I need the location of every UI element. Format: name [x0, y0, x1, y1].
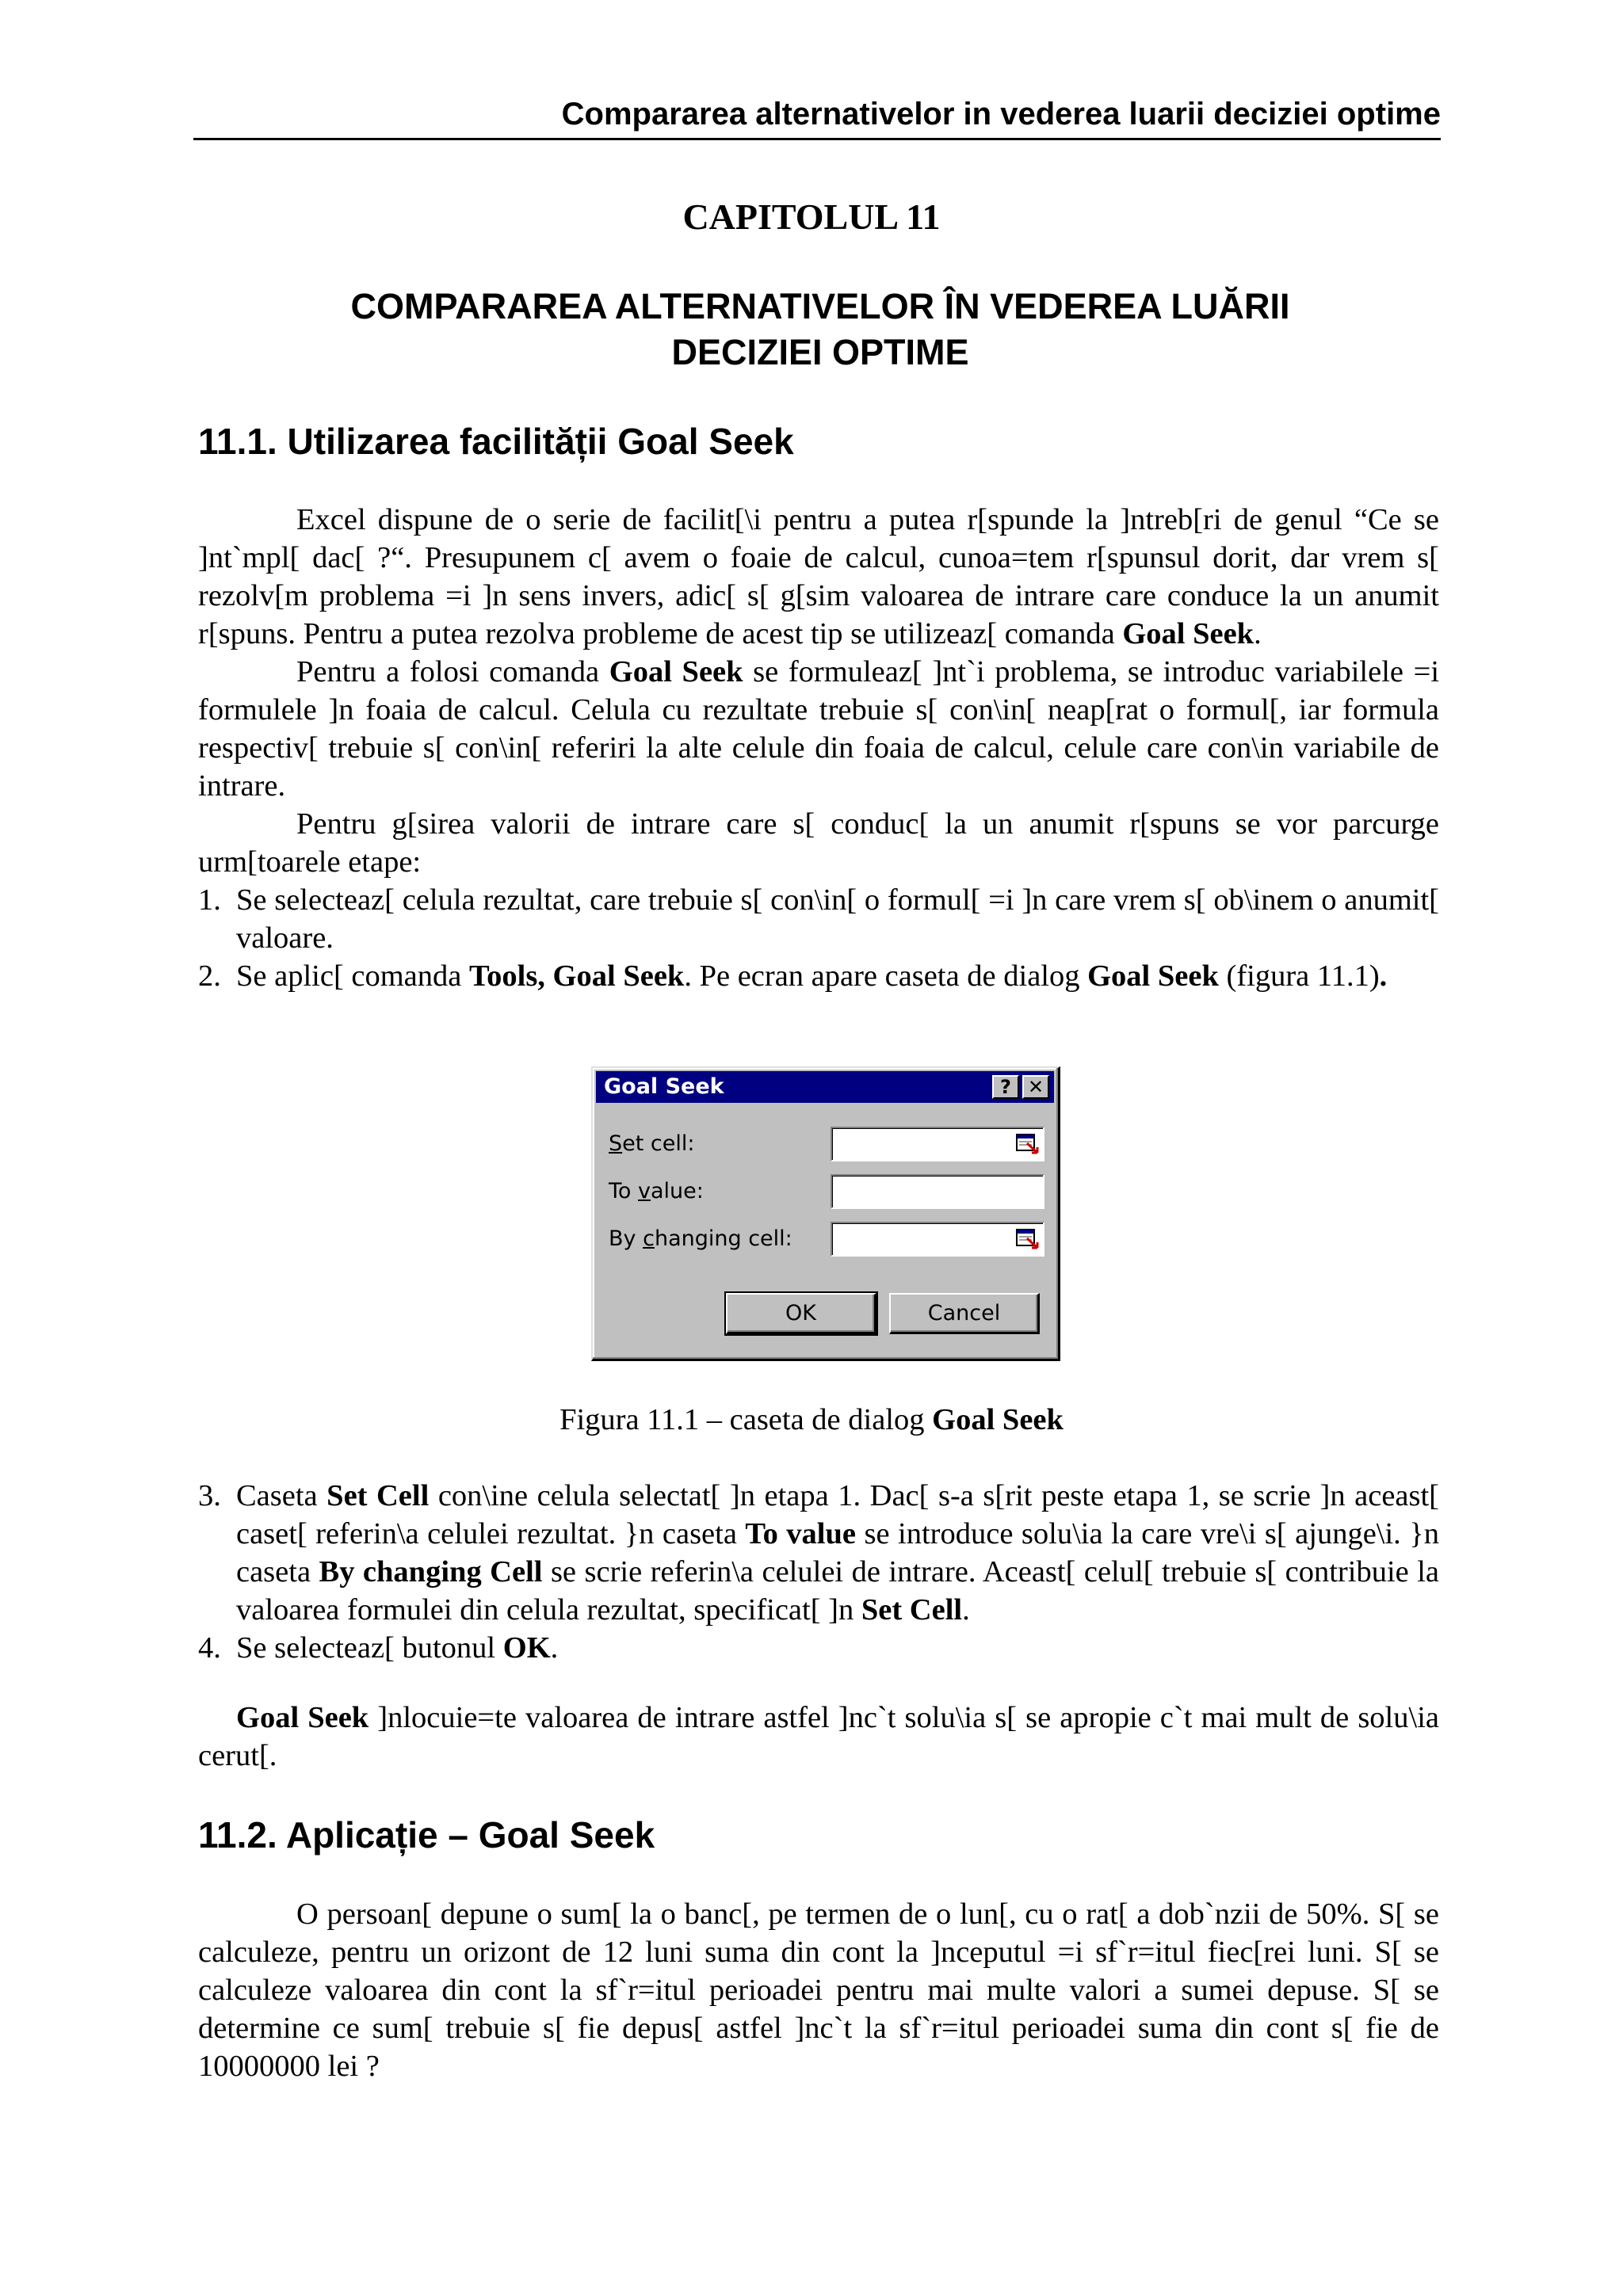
section-heading-11-2: 11.2. Aplicație – Goal Seek [198, 1814, 655, 1855]
text-bold: Goal Seek [932, 1403, 1064, 1436]
section1-conclusion [198, 1699, 1439, 1775]
text-bold: To value [745, 1517, 856, 1550]
text: Figura 11.1 – caseta de dialog [559, 1403, 933, 1436]
list-item [198, 957, 1439, 995]
text: Excel dispune de o serie de facilit[\i pentru a putea r[spunde la ]ntreb[ri de genul “Ce se ]nt`mpl[ dac[ ?“. Presupunem c[ avem o foaie de calcul, cunoa=tem r[spunsul dorit, dar vrem s[ rezolv[m problema =i ]n sens invers, adic[ s[ g[sim valoarea de intrare care conduce la un anumit r[spuns. Pentru a putea rezolva probleme de acest tip se utilizeaz[ comanda [198, 503, 1439, 650]
text: . Pe ecran apare caseta de dialog [684, 959, 1088, 993]
collapse-dialog-icon[interactable] [1016, 1133, 1040, 1155]
text: alue: [651, 1179, 704, 1203]
text: ]nlocuie=te valoarea de intrare astfel ]nc`t solu\ia s[ se apropie c`t mai mult de solu\ia cerut[. [198, 1701, 1439, 1772]
section2-body [198, 1895, 1439, 2085]
chapter-title [238, 284, 1403, 376]
chapter-number: CAPITOLUL 11 [682, 196, 941, 237]
text-bold: Goal Seek [609, 655, 743, 688]
running-header: Compararea alternativelor in vederea luarii deciziei optime [561, 97, 1441, 132]
paragraph [198, 1699, 1439, 1775]
close-button[interactable] [1022, 1075, 1049, 1099]
by-changing-cell-label [609, 1226, 792, 1252]
dialog-title: Goal Seek [604, 1074, 724, 1099]
text-bold: Goal Seek [236, 1701, 369, 1734]
cancel-button[interactable]: Cancel [889, 1293, 1040, 1334]
list-item [198, 1629, 1439, 1667]
close-icon: ✕ [1027, 1076, 1044, 1098]
text: Se selecteaz[ butonul [236, 1631, 503, 1665]
text: se scrie referin\a celulei de intrare. Aceast[ celul[ trebuie s[ contribuie la valoarea formulei din celula rezultat, specificat[ ]n [236, 1555, 1439, 1627]
list-item [198, 1477, 1439, 1629]
text: Pentru a folosi comanda [296, 655, 609, 688]
text: Se selecteaz[ celula rezultat, care trebuie s[ con\in[ o formul[ =i ]n care vrem s[ ob\inem o anumit[ valoare. [236, 883, 1439, 955]
to-value-input[interactable] [832, 1176, 1043, 1207]
text-bold: Goal Seek [1122, 617, 1254, 650]
text: hanging cell: [654, 1226, 792, 1251]
text: . [550, 1631, 559, 1665]
list-number: 4. [198, 1631, 221, 1665]
steps-list-a [198, 881, 1439, 995]
accelerator-key: c [643, 1226, 655, 1251]
text: . [962, 1593, 970, 1627]
help-icon: ? [1000, 1076, 1011, 1098]
text: se introduce solu\ia la care vre\i s[ ajunge\i. }n caseta [236, 1517, 1440, 1589]
paragraph: Pentru g[sirea valorii de intrare care s[ conduc[ la un anumit r[spuns se vor parcurge urm[toarele etape: [198, 807, 1439, 879]
to-value-field[interactable] [831, 1174, 1044, 1209]
paragraph [198, 653, 1439, 805]
text: con\ine celula selectat[ ]n etapa 1. Dac[ s-a s[rit peste etapa 1, se scrie ]n aceast[ caset[ referin\a celulei rezultat. }n caseta [236, 1479, 1439, 1550]
text: Se aplic[ comanda [236, 959, 469, 993]
to-value-label [609, 1179, 704, 1204]
paragraph [198, 501, 1439, 653]
text-bold: . [1379, 959, 1388, 993]
accelerator-key: v [638, 1179, 651, 1203]
accelerator-key: S [609, 1131, 623, 1156]
collapse-dialog-icon[interactable] [1016, 1228, 1040, 1250]
section1-body [198, 501, 1439, 995]
list-number: 3. [198, 1479, 221, 1512]
section-heading-11-1: 11.1. Utilizarea facilității Goal Seek [198, 421, 794, 462]
goal-seek-dialog [591, 1066, 1060, 1361]
text: . [1254, 617, 1262, 650]
text: et cell: [622, 1131, 695, 1156]
ok-button[interactable]: OK [726, 1293, 876, 1334]
text-bold: OK [502, 1631, 551, 1665]
header-rule [193, 138, 1441, 140]
text-bold: By changing Cell [319, 1555, 543, 1589]
set-cell-field[interactable] [831, 1127, 1044, 1161]
text-bold: Set Cell [861, 1593, 963, 1627]
text-bold: Set Cell [327, 1479, 430, 1512]
chapter-title-line1: COMPARAREA ALTERNATIVELOR ÎN VEDEREA LUĂRII [350, 286, 1290, 326]
help-button[interactable] [992, 1075, 1019, 1099]
section1-body-continued [198, 1477, 1439, 1667]
text: By [609, 1226, 643, 1251]
list-number: 2. [198, 959, 221, 993]
by-changing-cell-input[interactable] [832, 1223, 1043, 1255]
set-cell-input[interactable] [832, 1128, 1043, 1160]
text: Caseta [236, 1479, 327, 1512]
text: se formuleaz[ ]nt`i problema, se introduc variabilele =i formulele ]n foaia de calcul. Celula cu rezultate trebuie s[ con\in[ neap[rat o formul[, iar formula respectiv[ trebuie s[ con\in[ referiri la alte celule din foaia de calcul, celule care con\in variabile de intrare. [198, 655, 1440, 803]
list-item [198, 881, 1439, 957]
set-cell-label [609, 1131, 694, 1157]
by-changing-cell-field[interactable] [831, 1222, 1044, 1257]
text-bold: Goal Seek [1087, 959, 1219, 993]
dialog-titlebar[interactable] [596, 1071, 1054, 1103]
list-number: 1. [198, 883, 221, 917]
text: (figura 11.1) [1218, 959, 1380, 993]
text: To [609, 1179, 639, 1203]
paragraph: O persoan[ depune o sum[ la o banc[, pe termen de o lun[, cu o rat[ a dob`nzii de 50%. S[ se calculeze, pentru un orizont de 12 luni suma din cont la ]nceputul =i sf`r=itul fiec[rei luni. S[ se calculeze valoarea din cont la sf`r=itul perioadei pentru mai multe valori a sumei depuse. S[ se determine ce sum[ trebuie s[ fie depus[ astfel ]nc`t la sf`r=itul perioadei suma din cont s[ fie de 10000000 lei ? [198, 1897, 1439, 2083]
steps-list-b [198, 1477, 1439, 1667]
figure-caption [0, 1401, 1623, 1439]
chapter-title-line2: DECIZIEI OPTIME [671, 332, 969, 372]
text-bold: Tools, Goal Seek [468, 959, 685, 993]
